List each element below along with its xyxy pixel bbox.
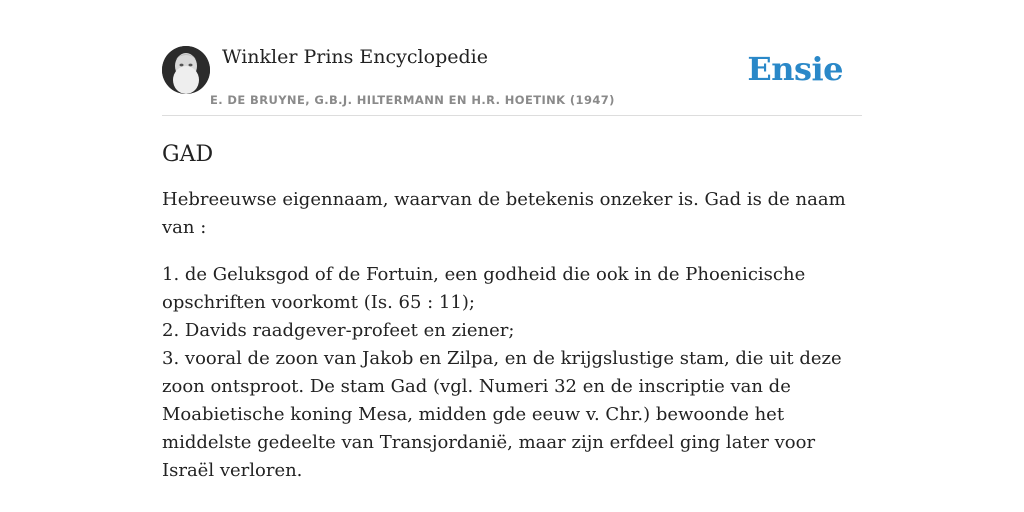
article	[162, 138, 862, 485]
list-item: 2. Davids raadgever-profeet en ziener;	[162, 320, 515, 341]
portrait-image	[162, 46, 210, 94]
article-intro: Hebreeuwse eigennaam, waarvan de betekenis onzeker is. Gad is de naam van :	[162, 189, 846, 238]
article-title: GAD	[162, 142, 214, 167]
author-avatar[interactable]	[162, 46, 210, 94]
brand-logo[interactable]: Ensie	[747, 50, 843, 88]
list-item: 1. de Geluksgod of de Fortuin, een godheid die ook in de Phoenicische opschriften voorkomt (Is. 65 : 11);	[162, 264, 806, 313]
list-item: 3. vooral de zoon van Jakob en Zilpa, en de krijgslustige stam, die uit deze zoon ontsproot. De stam Gad (vgl. Numeri 32 en de inscriptie van de Moabietische koning Mesa, midden gde eeuw v. Chr.) bewoonde het middelste gedeelte van Transjordanië, maar zijn erfdeel ging later voor Israël verloren.	[162, 348, 842, 481]
source-authors: E. DE BRUYNE, G.B.J. HILTERMANN EN H.R. HOETINK (1947)	[210, 93, 615, 107]
article-list	[162, 261, 862, 485]
source-header	[162, 40, 862, 116]
source-title[interactable]: Winkler Prins Encyclopedie	[222, 46, 488, 68]
